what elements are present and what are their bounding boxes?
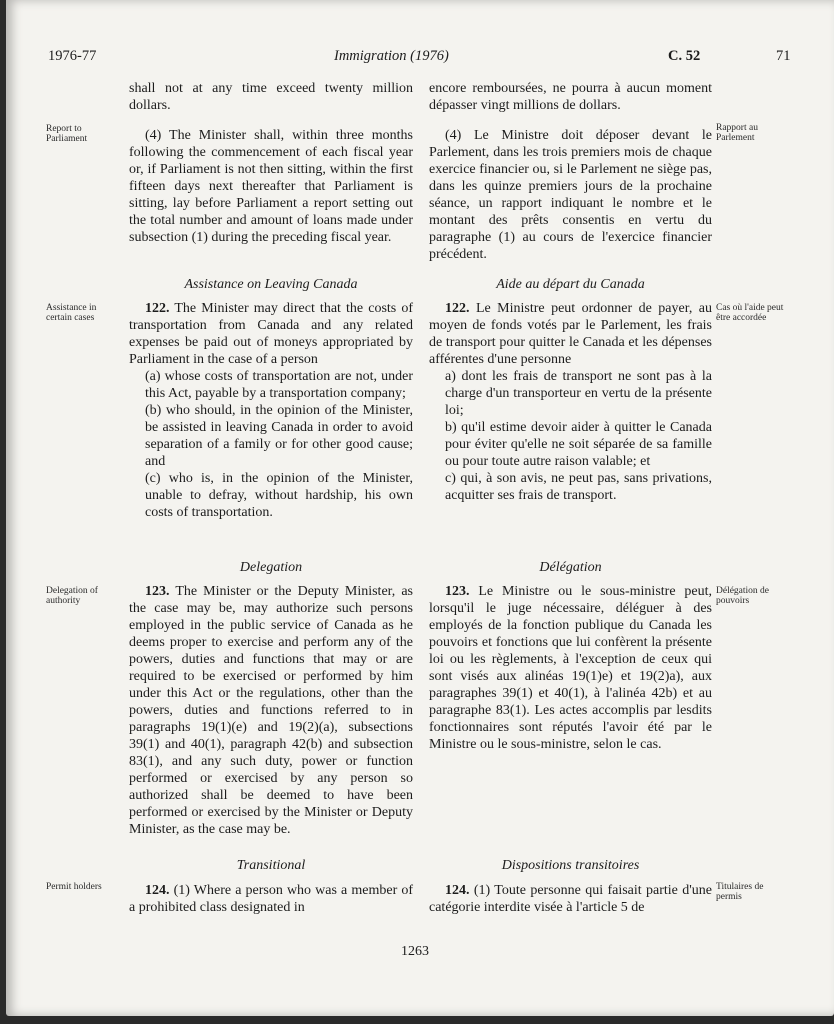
en-section-123: 123. The Minister or the Deputy Minister, as the case may be, may authorize such persons employed in the public service of Canada as he deems proper to exercise and perform any of the powers, duties and functions that may or are required to be exercised or performed by him under this Act or the regulations, other than the powers, duties and functions referred to in paragraphs 19(1)(e) and 19(2)(a), subsections 39(1) and 40(1), paragraph 42(b) and subsection 83(1), and any such duty, power or function performed or exercised by any person so authorized shall be deemed to have been performed or exercised by the Minister or Deputy Minister, as the case may be. [129,584,413,837]
en-section-122-a: (a) whose costs of transportation are not, under this Act, payable by a transportation company; [145,369,413,401]
fr-continuation: encore remboursées, ne pourra à aucun moment dépasser vingt millions de dollars. [429,81,712,113]
en-heading-delegation: Delegation [239,560,303,575]
english-block-1 [129,80,413,246]
en-section-122-c: (c) who is, in the opinion of the Minister, unable to defray, without hardship, his own costs of transportation. [145,471,413,520]
page [6,0,834,1016]
fr-section-122-c: c) qui, à son avis, ne peut pas, sans privations, acquitter ses frais de transport. [445,471,712,503]
french-block-122 [429,300,712,504]
en-section-122-number: 122. [145,301,170,316]
fr-section-122-b: b) qu'il estime devoir aider à quitter le Canada pour éviter qu'elle ne soit séparée de sa famille ou pour toute autre raison valable; et [445,420,712,469]
margin-note-deleg-en: Delegation of authority [46,586,98,606]
en-section-124: 124. (1) Where a person who was a member of a prohibited class designated in [129,883,413,915]
en-heading-transitional: Transitional [236,858,306,873]
footer-page-number: 1263 [401,944,429,959]
en-section-122: 122. The Minister may direct that the costs of transportation from Canada and any related expenses be paid out of moneys appropriated by Parliament in the case of a person [129,301,413,367]
en-section-123-number: 123. [145,584,170,599]
fr-subsection-4: (4) Le Ministre doit déposer devant le Parlement, dans les trois premiers mois de chaque exercice financier ou, si le Parlement ne siège pas, dans les quinze premiers jours de la prochaine séance, un rapport indiquant le nombre et le montant des prêts consentis en vertu du paragraphe (1) au cours de l'exercice financier précédent. [429,128,712,262]
fr-section-123: 123. Le Ministre ou le sous-ministre peut, lorsqu'il le juge nécessaire, déléguer à des employés de la fonction publique du Canada les pouvoirs et fonctions que lui confèrent la présente loi ou les règlements, à l'exception de ceux qui sont visés aux alinéas 19(1)e) et 19(2)a), aux paragraphes 39(1) et 40(1), à l'alinéa 42b) et au paragraphe 83(1). Les actes accomplis par lesdits fonctionnaires sont réputés l'avoir été par le Ministre ou le sous-ministre, selon le cas. [429,584,712,752]
fr-section-123-number: 123. [445,584,470,599]
english-block-124 [129,882,413,916]
fr-section-122-number: 122. [445,301,470,316]
margin-note-permit-fr: Titulaires de permis [716,882,764,902]
french-block-124 [429,882,712,916]
english-block-122 [129,300,413,521]
margin-note-report-en: Report to Parliament [46,124,88,144]
margin-note-permit-en: Permit holders [46,882,102,892]
en-subsection-4: (4) The Minister shall, within three months following the commencement of each fiscal year or, if Parliament is not then sitting, within the first fifteen days next thereafter that Parliament is sitting, lay before Parliament a report setting out the total number and amount of loans made under subsection (1) during the preceding fiscal year. [129,128,413,245]
margin-note-deleg-fr: Délégation de pouvoirs [716,586,770,606]
en-section-122-b: (b) who should, in the opinion of the Minister, be assisted in leaving Canada in order to avoid separation of a family or for other good cause; and [145,403,413,469]
header-page-number: 71 [776,48,791,64]
margin-note-assist-fr: Cas où l'aide peut être accordée [716,303,784,323]
fr-section-124-number: 124. [445,883,470,898]
en-continuation: shall not at any time exceed twenty million dollars. [129,81,413,113]
french-block-1 [429,80,712,263]
english-block-123 [129,583,413,838]
en-heading-assistance: Assistance on Leaving Canada [184,277,358,292]
fr-heading-assistance: Aide au départ du Canada [496,277,645,292]
fr-heading-transitional: Dispositions transitoires [501,858,640,873]
fr-section-124: 124. (1) Toute personne qui faisait partie d'une catégorie interdite visée à l'article 5 de [429,883,712,915]
header-chapter: C. 52 [668,48,701,64]
fr-section-122-a: a) dont les frais de transport ne sont pas à la charge d'un transporteur en vertu de la présente loi; [445,369,712,418]
margin-note-report-fr: Rapport au Parlement [716,123,758,143]
french-block-123 [429,583,712,753]
header-years: 1976-77 [48,48,97,64]
header-title: Immigration (1976) [334,48,449,64]
fr-section-122: 122. Le Ministre peut ordonner de payer, au moyen de fonds votés par le Parlement, les frais de transport pour quitter le Canada et les dépenses afférentes d'une personne [429,301,712,367]
fr-heading-delegation: Délégation [539,560,602,575]
margin-note-assist-en: Assistance in certain cases [46,303,97,323]
en-section-124-number: 124. [145,883,170,898]
